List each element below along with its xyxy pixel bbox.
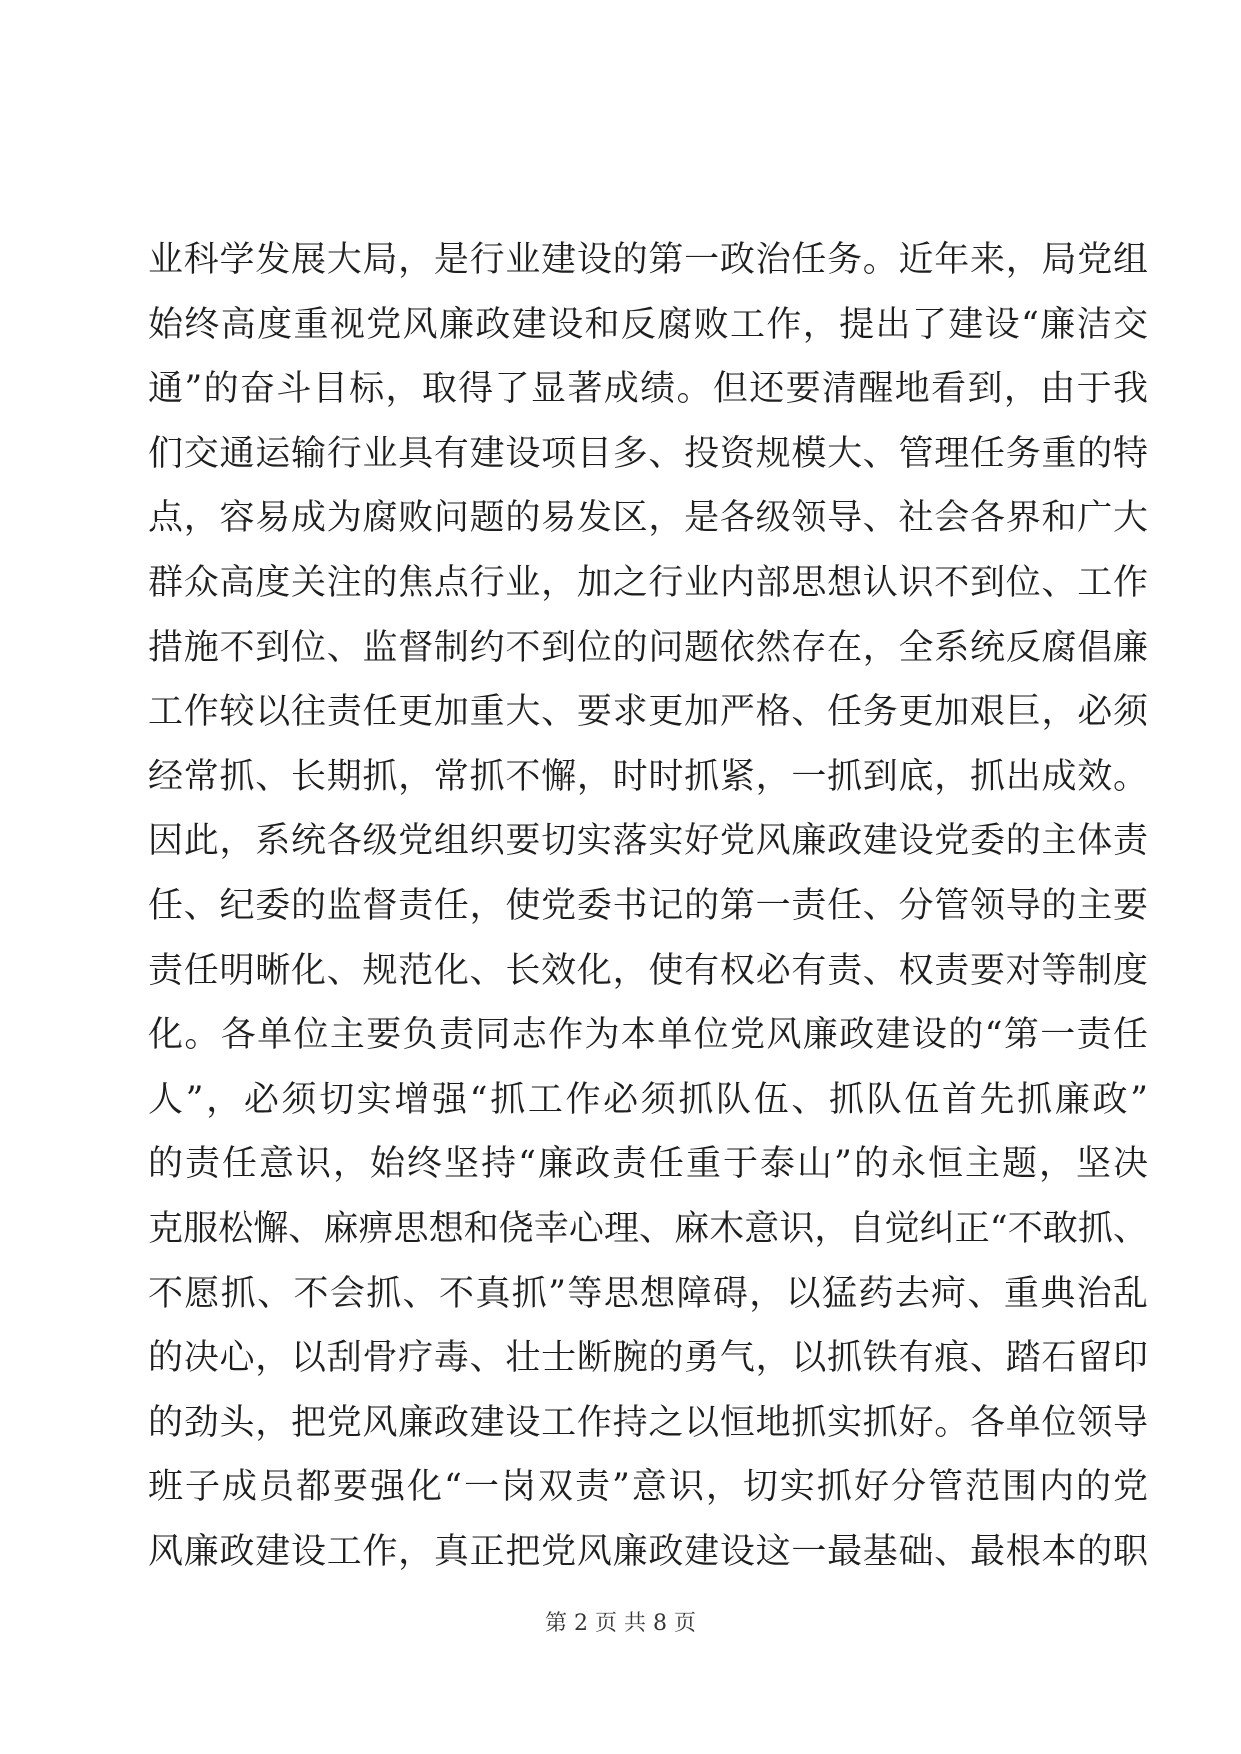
text-line: 经常抓、长期抓，常抓不懈，时时抓紧，一抓到底，抓出成效。 [148, 756, 1148, 797]
text-line: 克服松懈、麻痹思想和侥幸心理、麻木意识，自觉纠正“不敢抓、 [148, 1208, 1148, 1249]
text-line: 不愿抓、不会抓、不真抓”等思想障碍，以猛药去疴、重典治乱 [148, 1273, 1148, 1314]
text-line: 班子成员都要强化“一岗双责”意识，切实抓好分管范围内的党 [148, 1467, 1148, 1508]
text-line: 的劲头，把党风廉政建设工作持之以恒地抓实抓好。各单位领导 [148, 1402, 1148, 1443]
text-line: 群众高度关注的焦点行业，加之行业内部思想认识不到位、工作 [148, 562, 1148, 603]
text-line: 风廉政建设工作，真正把党风廉政建设这一最基础、最根本的职 [148, 1531, 1148, 1572]
text-line: 的决心，以刮骨疗毒、壮士断腕的勇气，以抓铁有痕、踏石留印 [148, 1338, 1148, 1379]
text-line: 点，容易成为腐败问题的易发区，是各级领导、社会各界和广大 [148, 498, 1148, 539]
body-text [148, 228, 1148, 1584]
text-line: 们交通运输行业具有建设项目多、投资规模大、管理任务重的特 [148, 433, 1148, 474]
text-line: 化。各单位主要负责同志作为本单位党风廉政建设的“第一责任 [148, 1015, 1148, 1056]
text-line: 始终高度重视党风廉政建设和反腐败工作，提出了建设“廉洁交 [148, 304, 1148, 345]
text-line: 通”的奋斗目标，取得了显著成绩。但还要清醒地看到，由于我 [148, 369, 1148, 410]
text-line: 因此，系统各级党组织要切实落实好党风廉政建设党委的主体责 [148, 821, 1148, 862]
text-line: 工作较以往责任更加重大、要求更加严格、任务更加艰巨，必须 [148, 692, 1148, 733]
text-line: 的责任意识，始终坚持“廉政责任重于泰山”的永恒主题，坚决 [148, 1144, 1148, 1185]
text-line: 措施不到位、监督制约不到位的问题依然存在，全系统反腐倡廉 [148, 627, 1148, 668]
text-line: 责任明晰化、规范化、长效化，使有权必有责、权责要对等制度 [148, 950, 1148, 991]
page-footer: 第 2 页 共 8 页 [545, 1611, 696, 1636]
text-line: 任、纪委的监督责任，使党委书记的第一责任、分管领导的主要 [148, 885, 1148, 926]
text-line: 人”，必须切实增强“抓工作必须抓队伍、抓队伍首先抓廉政” [148, 1079, 1148, 1120]
text-line: 业科学发展大局，是行业建设的第一政治任务。近年来，局党组 [148, 240, 1148, 280]
